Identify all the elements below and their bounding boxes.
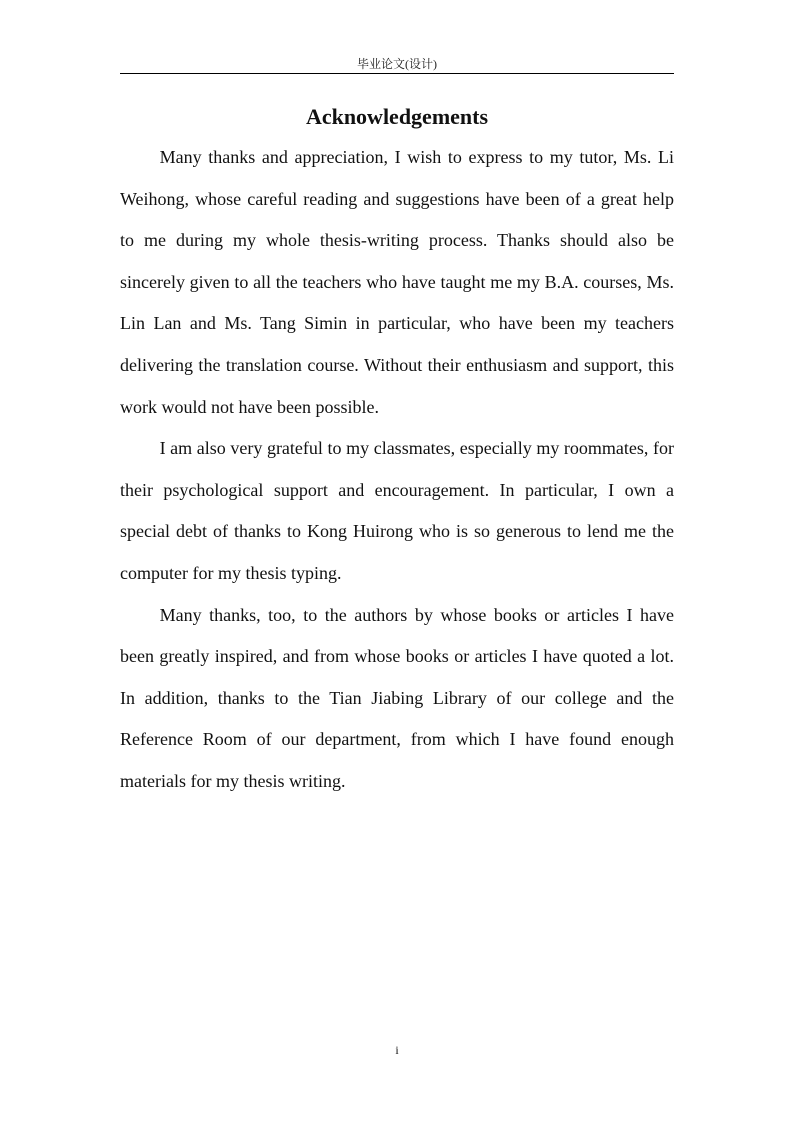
header-divider xyxy=(120,73,674,74)
paragraph-tutor-thanks: Many thanks and appreciation, I wish to express to my tutor, Ms. Li Weihong, whose careful reading and suggestions have been of a great help to me during my whole thesis-writing process. Thanks should also be sincerely given to all the teachers who have taught me my B.A. courses, Ms. Lin Lan and Ms. Tang Simin in particular, who have been my teachers delivering the translation course. Without their enthusiasm and support, this work would not have been possible. xyxy=(120,147,674,417)
paragraph-classmates-thanks: I am also very grateful to my classmates, especially my roommates, for their psychological support and encouragement. In particular, I own a special debt of thanks to Kong Huirong who is so generous to lend me the computer for my thesis typing. xyxy=(120,438,674,583)
page-title: Acknowledgements xyxy=(305,104,489,129)
acknowledgements-body xyxy=(120,137,674,803)
running-header: 毕业论文(设计) xyxy=(357,57,437,71)
page-number: i xyxy=(395,1043,399,1057)
paragraph-authors-library-thanks: Many thanks, too, to the authors by whose books or articles I have been greatly inspired, and from whose books or articles I have quoted a lot. In addition, thanks to the Tian Jiabing Library of our college and the Reference Room of our department, from which I have found enough materials for my thesis writing. xyxy=(120,604,674,791)
